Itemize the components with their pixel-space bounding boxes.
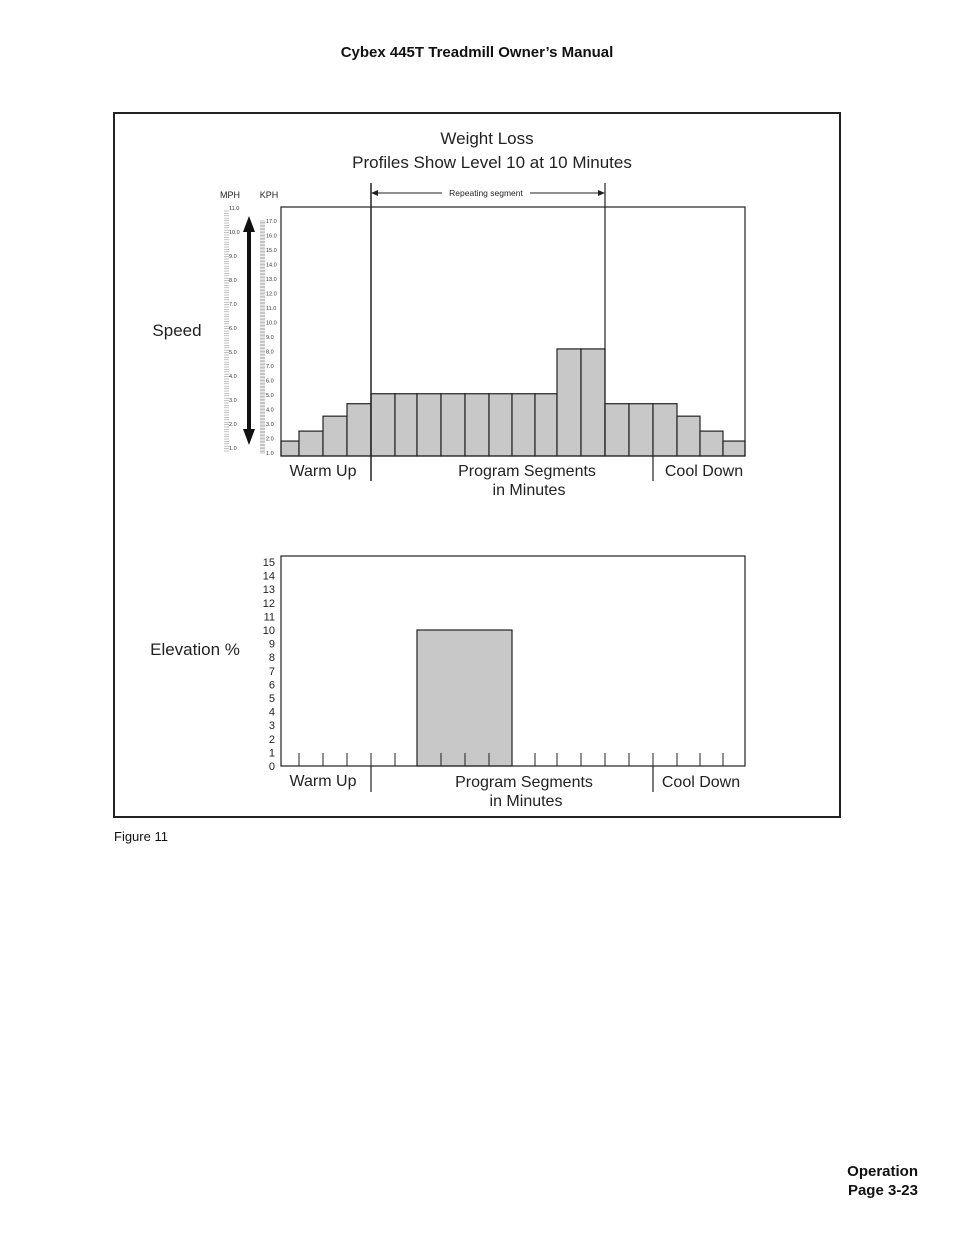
- elevation-tick-label: 4: [268, 706, 275, 719]
- speed-bar-1: [299, 431, 323, 456]
- figure-caption: Figure 11: [114, 829, 168, 844]
- mph-tick-label: 3.0: [229, 398, 237, 404]
- mph-label: MPH: [220, 190, 240, 200]
- kph-tick-label: 8.0: [266, 349, 274, 356]
- mph-tick-label: 1.0: [229, 446, 237, 452]
- mph-tick-label: 8.0: [229, 278, 237, 284]
- elevation-tick-label: 2: [268, 733, 275, 746]
- mph-tick-label: 9.0: [229, 254, 237, 260]
- elevation-plot-border: [281, 556, 745, 766]
- elevation-tick-label: 10: [262, 625, 275, 637]
- kph-tick-label: 9.0: [266, 335, 274, 341]
- elevation-bar: [417, 630, 512, 766]
- elevation-tick-label: 1: [268, 747, 275, 760]
- elevation-tick-label: 12: [262, 597, 275, 610]
- elevation-tick-label: 8: [268, 652, 275, 665]
- kph-tick-label: 6.0: [266, 378, 274, 385]
- elevation-program-label: Program Segments: [455, 774, 593, 791]
- figure-title: Weight Loss: [440, 129, 534, 148]
- speed-bar-8: [465, 394, 489, 456]
- manual-header-title: Cybex 445T Treadmill Owner’s Manual: [340, 44, 614, 61]
- kph-tick-label: 1.0: [266, 451, 274, 457]
- mph-tick-label: 7.0: [229, 302, 237, 308]
- footer-section: Operation: [847, 1163, 918, 1180]
- speed-plot-area: [281, 349, 745, 456]
- speed-program-label: Program Segments: [458, 463, 596, 480]
- speed-warmup-label: Warm Up: [289, 463, 357, 480]
- footer-page-number: Page 3-23: [847, 1182, 918, 1199]
- speed-bar-11: [535, 394, 557, 456]
- elevation-tick-label: 7: [268, 665, 275, 678]
- kph-tick-label: 3.0: [266, 422, 274, 428]
- elevation-warmup-label: Warm Up: [289, 773, 357, 790]
- mph-tick-label: 5.0: [229, 350, 237, 356]
- kph-tick-label: 14.0: [266, 262, 277, 269]
- speed-bar-18: [700, 431, 723, 456]
- speed-bar-17: [677, 416, 700, 456]
- repeating-segment-label: Repeating segment: [449, 188, 523, 198]
- speed-cooldown-label: Cool Down: [664, 463, 744, 480]
- mph-tick-label: 2.0: [229, 422, 237, 428]
- elevation-tick-label: 9: [268, 638, 275, 651]
- speed-bar-19: [723, 441, 745, 456]
- speed-bar-6: [417, 394, 441, 456]
- kph-tick-label: 2.0: [266, 436, 274, 443]
- speed-bar-7: [441, 394, 465, 456]
- elevation-cooldown-label: Cool Down: [661, 774, 741, 791]
- speed-bar-2: [323, 416, 347, 456]
- speed-bar-16: [653, 404, 677, 456]
- elevation-axis-label: Elevation %: [150, 640, 240, 659]
- speed-bar-10: [512, 394, 535, 456]
- elevation-tick-label: 3: [268, 720, 275, 733]
- figure-subtitle: Profiles Show Level 10 at 10 Minutes: [352, 153, 632, 172]
- speed-axis-label: Speed: [152, 321, 202, 340]
- speed-bar-0: [281, 441, 299, 456]
- elevation-tick-label: 15: [262, 557, 275, 569]
- elevation-tick-label: 14: [262, 570, 275, 583]
- elevation-tick-label: 13: [262, 584, 275, 597]
- elevation-tick-label: 11: [263, 611, 275, 624]
- kph-scale: [260, 219, 277, 457]
- speed-bar-13: [581, 349, 605, 456]
- elevation-plot-area: [417, 630, 512, 766]
- speed-bar-9: [489, 394, 512, 456]
- kph-tick-label: 12.0: [266, 291, 277, 298]
- kph-tick-label: 7.0: [266, 364, 274, 370]
- elevation-tick-label: 5: [268, 693, 275, 705]
- elevation-program-sublabel: in Minutes: [489, 793, 563, 810]
- kph-tick-label: 10.0: [266, 320, 277, 327]
- double-arrow-icon: [243, 216, 255, 445]
- speed-bar-15: [629, 404, 653, 456]
- page-footer: [847, 1162, 918, 1200]
- speed-program-sublabel: in Minutes: [492, 482, 566, 499]
- kph-tick-label: 16.0: [266, 233, 277, 240]
- mph-scale: [224, 206, 240, 452]
- mph-tick-label: 10.0: [229, 230, 240, 236]
- speed-bar-12: [557, 349, 581, 456]
- kph-tick-label: 4.0: [266, 407, 274, 414]
- kph-label: KPH: [259, 190, 279, 200]
- speed-bar-4: [371, 394, 395, 456]
- speed-bar-3: [347, 404, 371, 456]
- mph-tick-label: 11.0: [229, 206, 240, 212]
- kph-tick-label: 11.0: [266, 306, 277, 312]
- kph-tick-label: 15.0: [266, 248, 277, 254]
- elevation-y-ticks: [263, 557, 275, 773]
- elevation-tick-label: 0: [268, 761, 275, 773]
- kph-tick-label: 5.0: [266, 393, 274, 399]
- kph-tick-label: 17.0: [266, 219, 277, 225]
- elevation-tick-label: 6: [268, 679, 275, 692]
- speed-bar-14: [605, 404, 629, 456]
- speed-bar-5: [395, 394, 417, 456]
- mph-tick-label: 4.0: [229, 374, 237, 380]
- kph-tick-label: 13.0: [266, 277, 277, 283]
- mph-tick-label: 6.0: [229, 326, 237, 332]
